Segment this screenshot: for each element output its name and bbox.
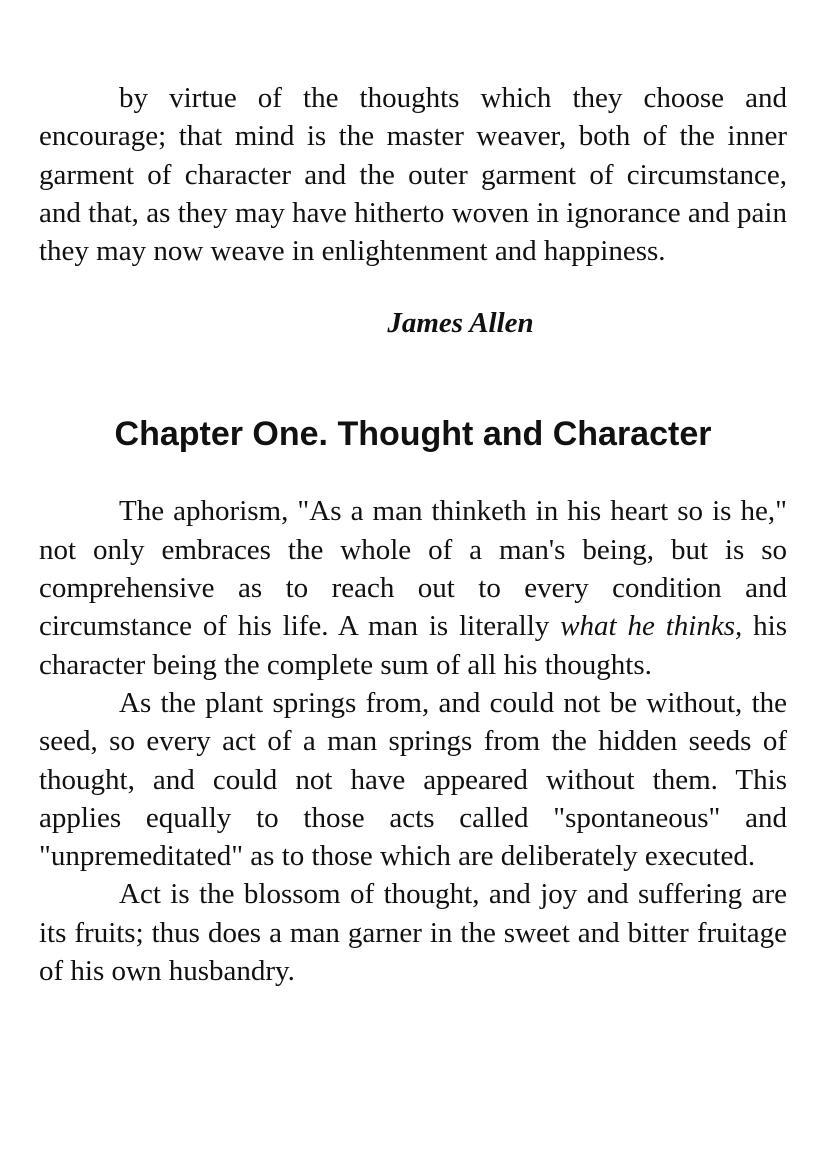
paragraph-text: his character being the complete sum of all his thoughts. <box>39 610 787 681</box>
emphasis-text: what he thinks, <box>560 610 743 643</box>
chapter-body <box>39 492 787 990</box>
chapter-paragraph-1 <box>39 492 787 683</box>
author-signature: James Allen <box>387 307 534 340</box>
chapter-paragraph-2: As the plant springs from, and could not be without, the seed, so every act of a man springs from the hidden seeds of thought, and could not have appeared without them. This applies equally to those acts called "spontaneous" and "unpremeditated" as to those which are deliberately executed. <box>39 686 787 873</box>
chapter-title: Chapter One. Thought and Character <box>114 415 712 454</box>
chapter-paragraph-3: Act is the blossom of thought, and joy and suffering are its fruits; thus does a man garner in the sweet and bitter fruitage of his own husbandry. <box>39 878 787 988</box>
paragraph-text: The aphorism, "As a man thinketh in his heart so is he," not only embraces the whole of a man's being, but is so comprehensive as to reach out to every condition and circumstance of his life. A man is literally <box>39 495 787 643</box>
book-page <box>39 79 787 990</box>
preface-paragraph: by virtue of the thoughts which they choose and encourage; that mind is the master weaver, both of the inner garment of character and the outer garment of circumstance, and that, as they may have hitherto woven in ignorance and pain they may now weave in enlightenment and happiness. <box>39 82 787 268</box>
